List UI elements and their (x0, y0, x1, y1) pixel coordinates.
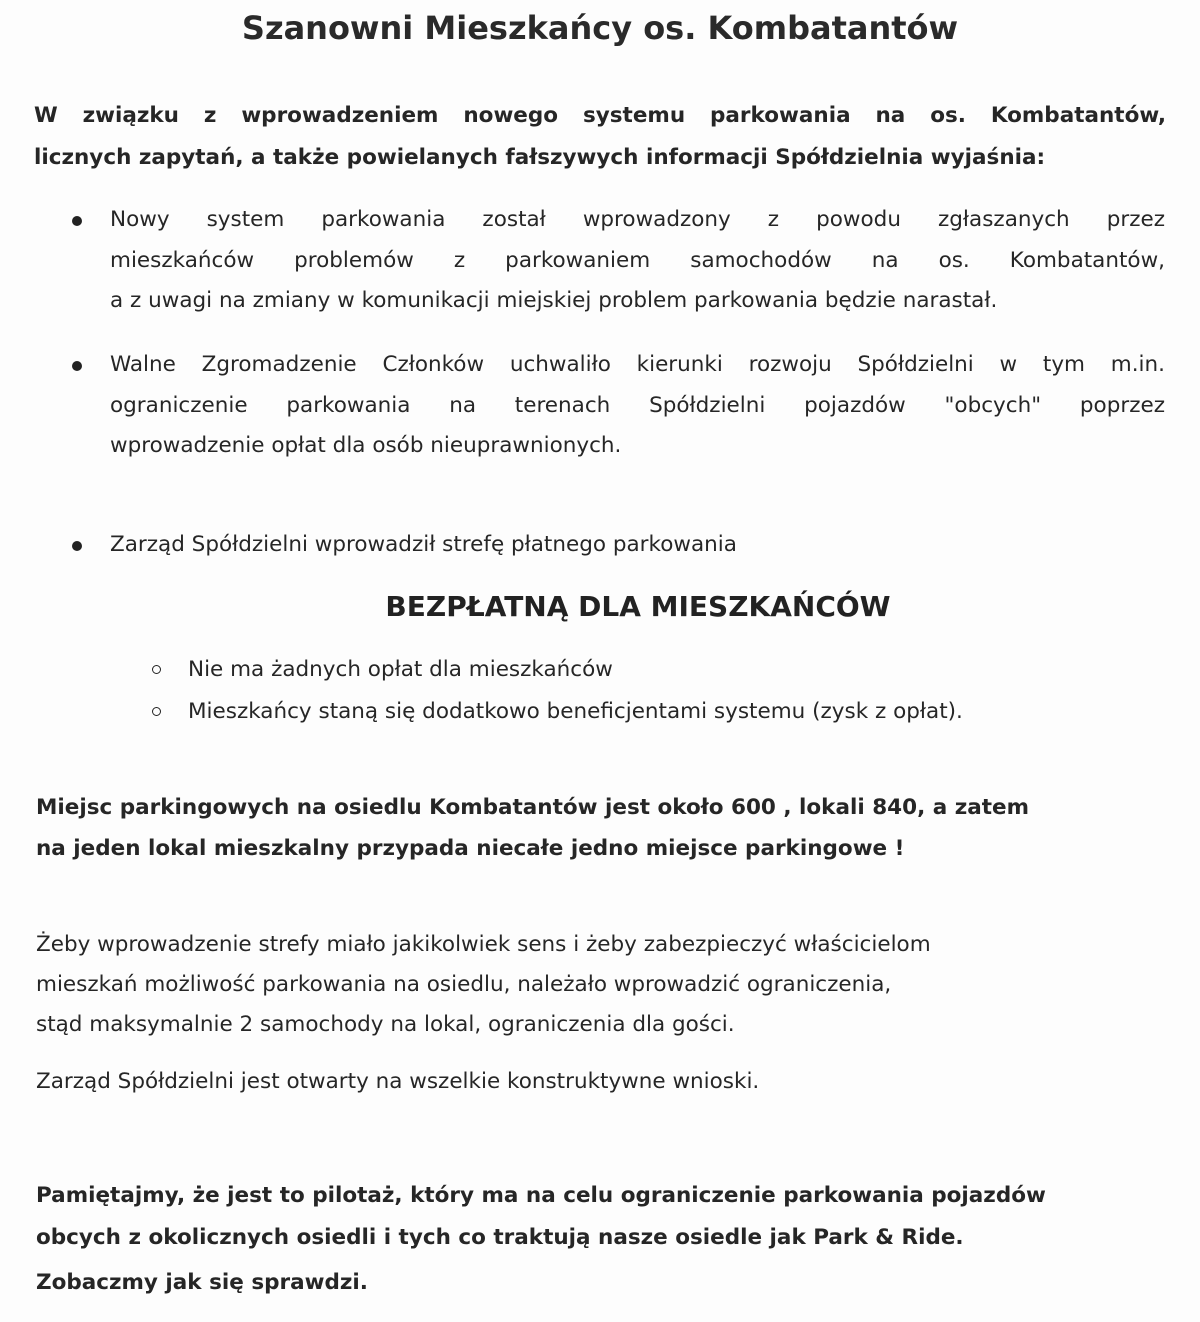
sub-bullet-item (188, 650, 1168, 690)
closing-paragraph (36, 1175, 1176, 1259)
closing-line: obcych z okolicznych osiedli i tych co traktują nasze osiedle jak Park & Ride. (36, 1225, 964, 1250)
bullet-line: Nowy system parkowania został wprowadzony z powodu zgłaszanych przez (110, 207, 1165, 232)
circle-bullet-icon (152, 707, 161, 716)
board-line: Zarząd Spółdzielni jest otwarty na wszelkie konstruktywne wnioski. (36, 1069, 760, 1094)
bullet-item (110, 525, 1165, 566)
zone-line: Żeby wprowadzenie strefy miało jakikolwiek sens i żeby zabezpieczyć właścicielom (36, 932, 931, 957)
sub-bullet-text: Nie ma żadnych opłat dla mieszkańców (188, 657, 613, 682)
bullet-line: ograniczenie parkowania na terenach Spółdzielni pojazdów "obcych" poprzez (110, 392, 1165, 418)
circle-bullet-icon (152, 665, 161, 674)
bullet-item (110, 200, 1165, 322)
bullet-dot-icon (72, 541, 82, 551)
zone-line: stąd maksymalnie 2 samochody na lokal, ograniczenia dla gości. (36, 1012, 735, 1037)
intro-paragraph (34, 95, 1166, 179)
bullet-item (110, 345, 1165, 467)
intro-line: W związku z wprowadzeniem nowego systemu parkowania na os. Kombatantów, (34, 103, 1166, 128)
board-paragraph (36, 1062, 1168, 1102)
intro-line: licznych zapytań, a także powielanych fałszywych informacji Spółdzielnia wyjaśnia: (34, 145, 1046, 170)
closing-line: Pamiętajmy, że jest to pilotaż, który ma na celu ograniczenie parkowania pojazdów (36, 1183, 1046, 1208)
bullet-line: wprowadzenie opłat dla osób nieuprawnionych. (110, 433, 622, 458)
bullet-dot-icon (72, 216, 82, 226)
final-line: Zobaczmy jak się sprawdzi. (36, 1270, 368, 1295)
page-title: Szanowni Mieszkańcy os. Kombatantów (241, 9, 959, 47)
bullet-line: a z uwagi na zmiany w komunikacji miejskiej problem parkowania będzie narastał. (110, 288, 998, 313)
bullet-line: Walne Zgromadzenie Członków uchwaliło kierunki rozwoju Spółdzielni w tym m.in. (110, 352, 1165, 377)
final-sentence (36, 1262, 1168, 1304)
zone-paragraph (36, 925, 1168, 1045)
sub-bullet-text: Mieszkańcy staną się dodatkowo beneficjentami systemu (zysk z opłat). (188, 699, 963, 724)
zone-line: mieszkań możliwość parkowania na osiedlu, należało wprowadzić ograniczenia, (36, 972, 892, 997)
bullet-dot-icon (72, 361, 82, 371)
bullet-line: mieszkańców problemów z parkowaniem samochodów na os. Kombatantów, (110, 247, 1165, 273)
bullet-line: Zarząd Spółdzielni wprowadził strefę płatnego parkowania (110, 532, 737, 557)
free-for-residents-heading: BEZPŁATNĄ DLA MIESZKAŃCÓW (385, 590, 891, 623)
parking-info-line: na jeden lokal mieszkalny przypada niecałe jedno miejsce parkingowe ! (36, 836, 905, 861)
parking-info-line: Miejsc parkingowych na osiedlu Kombatantów jest około 600 , lokali 840, a zatem (36, 795, 1030, 820)
parking-info-paragraph (36, 787, 1168, 869)
sub-bullet-item (188, 692, 1168, 732)
